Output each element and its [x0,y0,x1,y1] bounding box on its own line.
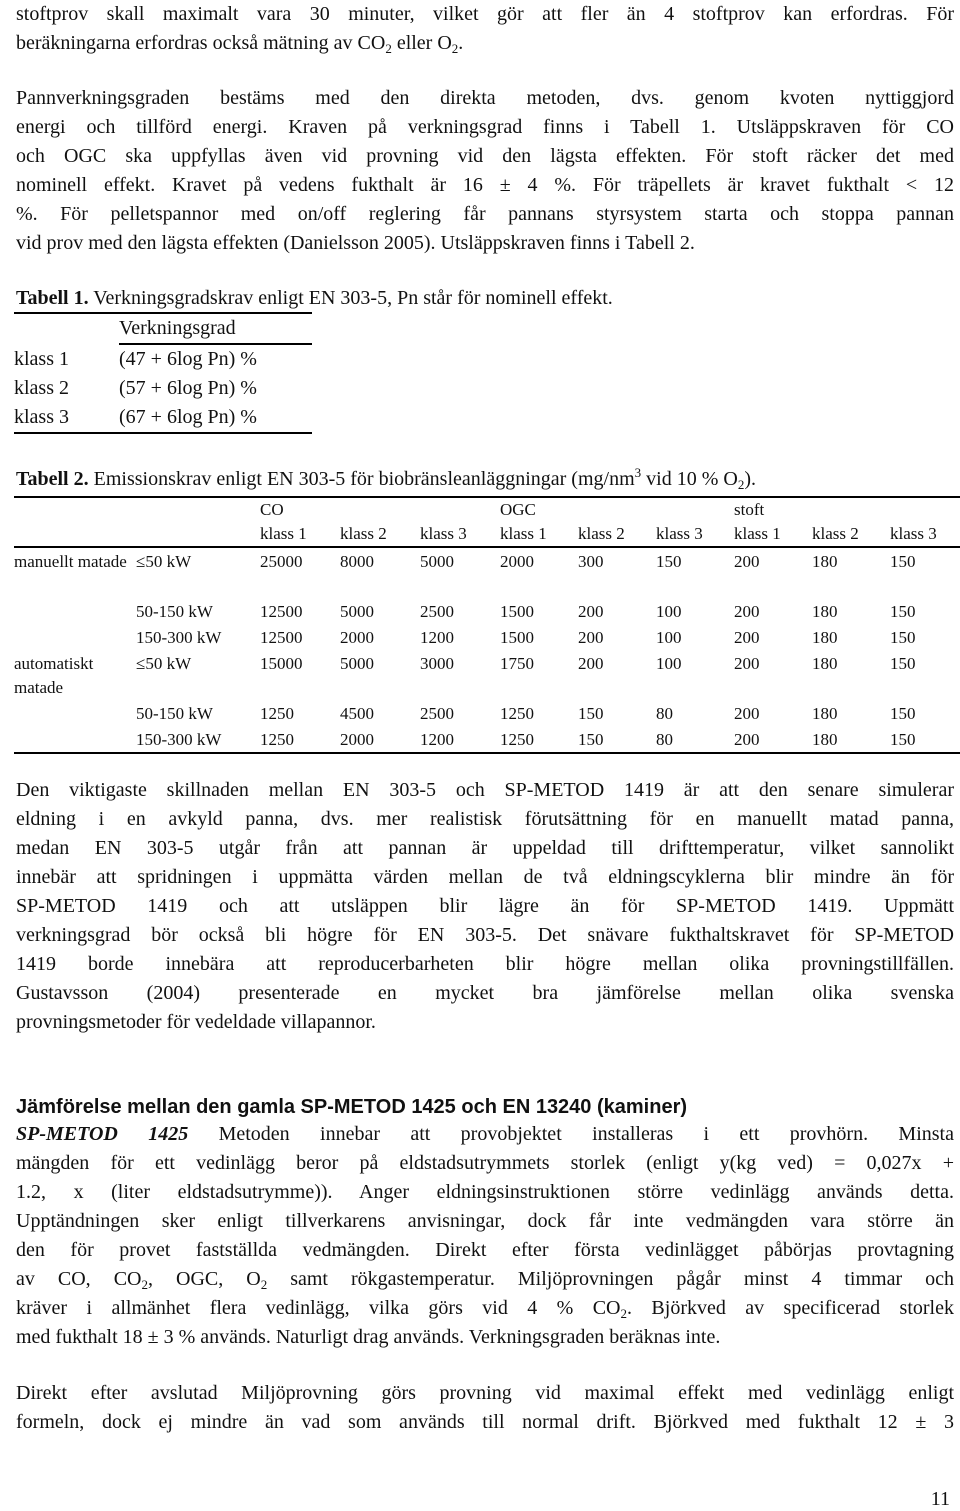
emission-value: 1200 [420,628,454,647]
category-cell [14,726,136,753]
emission-value: 1250 [260,704,294,723]
subscript: 2 [141,1277,148,1292]
text-line: SP-METOD 1419 och att utsläppen blir lägre än för SP-METOD 1419. Uppmätt [16,895,954,917]
emission-value: 150 [578,726,656,753]
table-cell [136,522,260,547]
text-line: innebär att spridningen i uppmätta värden mellan de två eldningscyklerna blir mindre än för [16,866,954,888]
text-line: medan EN 303-5 utgår från att pannan är uppeldad till drifttemperatur, vilket sannolikt [16,837,954,859]
text-line: formeln, dock ej mindre än vad som används till normal drift. Björkved med fukthalt 12 ± 3 [16,1411,954,1433]
class-header-cell: klass 2 [578,522,656,547]
caption-text: ). [744,468,756,490]
text-line: stoftprov skall maximalt vara 30 minuter, vilket gör att fler än 4 stoftprov kan erfordras. För [16,3,954,25]
class-label: klass 2 [14,377,69,399]
text-line: nominell effekt. Kravet på vedens fukthalt är 16 ± 4 %. För träpellets är kravet fukthalt < 12 [16,174,954,196]
table-row [14,700,960,726]
emission-value: 2500 [420,704,454,723]
text-fragment: eller O [391,32,452,54]
emission-value: 5000 [420,552,454,571]
subscript: 2 [451,41,459,56]
emission-value: 180 [812,726,890,753]
power-cell: 150-300 kW [136,628,222,647]
text-line: vid prov med den lägsta effekten (Danielsson 2005). Utsläppskraven finns i Tabell 2. [16,232,695,254]
caption-label: Tabell 1. [16,287,89,309]
text-line: den för provet fastställda vedmängden. Direkt efter första vedinlägget påbörjas provtagning [16,1239,954,1261]
caption-text: vid 10 % O [641,468,738,490]
text-line: Upptändningen sker enligt tillverkarens anvisningar, dock får inte vedmängden vara större än [16,1210,954,1232]
emission-value: 80 [656,704,673,723]
emission-value: 200 [578,628,604,647]
emission-value: 150 [890,602,916,621]
emission-value: 5000 [340,654,374,673]
class-header-cell: klass 3 [656,522,734,547]
table-header-row [14,313,312,344]
power-cell: 50-150 kW [136,704,213,723]
table-cell [14,522,136,547]
power-cell: ≤50 kW [136,654,192,673]
text-fragment: av CO, CO [16,1268,142,1290]
text-fragment: Metoden innebar att provobjektet installeras i ett provhörn. Minsta [188,1123,954,1145]
class-header-cell: klass 1 [500,522,578,547]
efficiency-value: (47 + 6log Pn) % [119,348,257,370]
class-header-cell: klass 2 [340,522,420,547]
category-cell [14,624,136,650]
category-cell: manuellt matade [14,552,127,571]
table-row [14,598,960,624]
text-line: mängden för ett vedinlägg beror på eldstadsutrymmets storlek (enligt y(kg ved) = 0,027x + [16,1152,954,1174]
text-fragment: kräver i allmänhet flera vedinlägg, vilka görs vid 4 % CO [16,1297,621,1319]
emission-value: 1200 [420,726,500,753]
caption-text: Verkningsgradskrav enligt EN 303-5, Pn står för nominell effekt. [88,287,613,309]
emission-value: 180 [812,654,838,673]
text-line: Direkt efter avslutad Miljöprovning görs provning vid maximal effekt med vedinlägg enligt [16,1382,954,1404]
caption-label: Tabell 2. [16,468,89,490]
section-heading: Jämförelse mellan den gamla SP-METOD 1425 och EN 13240 (kaminer) [16,1096,688,1118]
table-row [14,344,312,374]
emission-value: 12500 [260,602,303,621]
emission-value: 200 [578,602,604,621]
emission-value: 4500 [340,704,374,723]
class-header-cell: klass 1 [734,522,812,547]
class-label: klass 3 [14,403,119,433]
power-cell: ≤50 kW [136,552,192,571]
class-header-row [14,522,960,547]
text-line: Gustavsson (2004) presenterade en mycket bra jämförelse mellan olika svenska [16,982,954,1004]
emission-value: 200 [734,726,812,753]
power-cell: 150-300 kW [136,726,260,753]
emission-value: 180 [812,602,838,621]
emission-value: 80 [656,726,734,753]
emission-value: 3000 [420,654,454,673]
group-header-stoft: stoft [734,497,960,522]
emission-value: 1500 [500,602,534,621]
text-line: %. För pelletspannor med on/off reglering får pannans styrsystem starta och stoppa pannan [16,203,954,225]
group-header-row [14,497,960,522]
emission-value: 8000 [340,552,374,571]
page-number: 11 [930,1488,950,1510]
class-header-cell: klass 3 [420,522,500,547]
text-line [16,1265,954,1294]
emission-value: 200 [734,602,760,621]
text-line: provningsmetoder för vedeldade villapannor. [16,1011,376,1033]
emission-value: 200 [578,654,604,673]
text-line: med fukthalt 18 ± 3 % används. Naturligt drag används. Verkningsgraden beräknas inte. [16,1326,721,1348]
emission-value: 100 [656,628,682,647]
class-header-cell: klass 3 [890,522,960,547]
text-line: Den viktigaste skillnaden mellan EN 303-5 och SP-METOD 1419 är att den senare simulerar [16,779,954,801]
emission-value: 100 [656,602,682,621]
category-cell: automatiskt matade [14,654,94,697]
subscript: 2 [260,1277,268,1292]
table1-caption [16,285,613,311]
superscript: 3 [634,465,642,480]
emission-table [14,496,960,754]
group-header-co: CO [260,497,500,522]
class-header-cell: klass 1 [260,522,340,547]
table-row [14,726,960,753]
paragraph-sp-metod-1425 [16,1120,954,1352]
paragraph-efficiency [16,84,954,258]
group-header-ogc: OGC [500,497,734,522]
emission-value: 1750 [500,654,534,673]
power-cell: 50-150 kW [136,602,213,621]
emission-value: 150 [890,628,916,647]
method-name: SP-METOD 1425 [16,1123,189,1145]
class-label: klass 1 [14,347,69,370]
table-row [14,547,960,598]
table-row [14,624,960,650]
text-line: eldning i en avkyld panna, dvs. mer realistisk förutsättning för en manuellt matad panna, [16,808,954,830]
emission-value: 150 [890,654,916,673]
table2-caption [16,466,756,492]
subscript: 2 [737,477,745,492]
table-cell [14,497,136,522]
text-fragment: . [458,32,464,54]
emission-value: 2500 [420,602,454,621]
text-fragment: beräkningarna erfordras också mätning av CO [16,32,386,54]
emission-value: 1250 [500,726,578,753]
emission-value: 180 [812,628,838,647]
paragraph-max-effect [16,1379,954,1437]
emission-value: 180 [812,704,838,723]
subscript: 2 [620,1306,628,1321]
emission-value: 150 [578,704,604,723]
emission-value: 2000 [500,552,534,571]
emission-value: 12500 [260,628,303,647]
paragraph-comparison [16,776,954,1037]
emission-value: 25000 [260,552,303,571]
emission-value: 200 [734,628,760,647]
emission-value: 1250 [260,726,340,753]
caption-text: Emissionskrav enligt EN 303-5 för biobränsleanläggningar (mg/nm [88,468,635,490]
emission-value: 1250 [500,704,534,723]
table-row [14,403,312,433]
efficiency-value: (67 + 6log Pn) % [119,403,312,433]
emission-value: 2000 [340,726,420,753]
category-cell [14,700,136,726]
text-fragment: . Björkved av specificerad storlek [627,1297,954,1319]
emission-value: 150 [890,726,960,753]
text-line: verkningsgrad bör också bli högre för EN 303-5. Det snävare fukthaltskravet för SP-METOD [16,924,954,946]
emission-value: 180 [812,552,838,571]
emission-value: 300 [578,552,604,571]
text-line [16,1120,954,1149]
emission-value: 15000 [260,654,303,673]
text-fragment: , OGC, O [147,1268,261,1290]
text-line: Pannverkningsgraden bestäms med den direkta metoden, dvs. genom kvoten nyttiggjord [16,87,954,109]
class-header-cell: klass 2 [812,522,890,547]
efficiency-value: (57 + 6log Pn) % [119,377,257,399]
emission-value: 200 [734,552,760,571]
emission-value: 5000 [340,602,374,621]
table-cell [136,497,260,522]
emission-value: 200 [734,704,760,723]
emission-value: 1500 [500,628,534,647]
paragraph-continuation [16,0,954,58]
table-row [14,374,312,403]
text-line: 1.2, x (liter eldstadsutrymme)). Anger eldningsinstruktionen större vedinlägg används detta. [16,1181,954,1203]
text-fragment: samt rökgastemperatur. Miljöprovningen pågår minst 4 timmar och [267,1268,955,1290]
table-cell [14,313,119,344]
emission-value: 200 [734,654,760,673]
text-line [16,29,954,58]
text-line [16,1294,954,1323]
emission-value: 150 [656,552,682,571]
emission-table-body [14,547,960,753]
table-header-cell: Verkningsgrad [119,313,312,344]
text-line: energi och tillförd energi. Kraven på verkningsgrad finns i Tabell 1. Utsläppskraven för CO [16,116,954,138]
emission-value: 2000 [340,628,374,647]
emission-value: 150 [890,704,916,723]
category-cell [14,598,136,624]
table-row [14,650,960,700]
subscript: 2 [385,41,392,56]
emission-value: 100 [656,654,682,673]
emission-value: 150 [890,552,916,571]
efficiency-table [14,312,312,434]
text-line: och OGC ska uppfyllas även vid provning vid den lägsta effekten. För stoft räcker det med [16,145,954,167]
text-line: 1419 borde innebära att reproducerbarheten blir högre mellan olika provningstillfällen. [16,953,954,975]
